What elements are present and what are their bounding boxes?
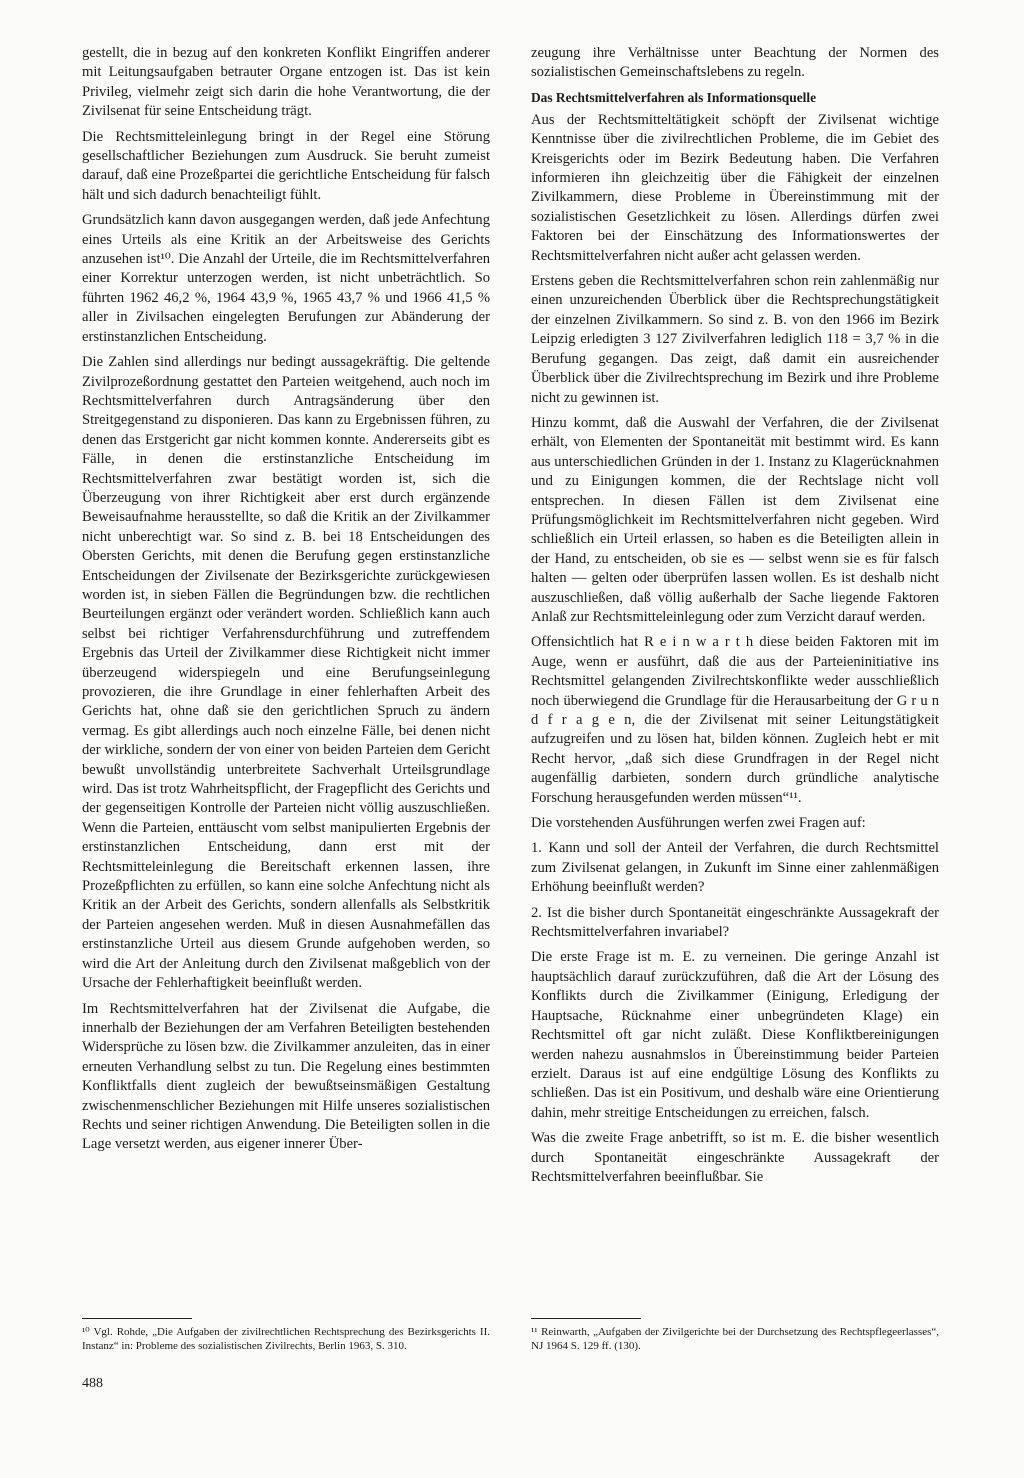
right-paragraph-2: Erstens geben die Rechtsmittelverfahren schon rein zahlenmäßig nur einen unzureichenden Überblick über die Rechtsprechungstätigkeit der einzelnen Zivilkammern. So sind z. B. von den 1966 im Bezirk Leipzig erledigten 3 127 Zivilverfahren lediglich 118 = 3,7 % in die Berufung gegangen. Das zeigt, daß damit ein ausreichender Überblick über die Zivilrechtsprechung im Bezirk und ihre Probleme nicht zu gewinnen ist. bbox=[531, 273, 939, 406]
right-column bbox=[531, 44, 939, 1193]
question-2: 2. Ist die bisher durch Spontaneität eingeschränkte Aussagekraft der Rechtsmittelverfahren invariabel? bbox=[531, 904, 939, 941]
footnote-left bbox=[82, 1318, 490, 1353]
right-paragraph-7: Was die zweite Frage anbetrifft, so ist m. E. die bisher wesentlich durch Spontaneität eingeschränkte Aussagekraft der Rechtsmittelverfahren beeinflußbar. Sie bbox=[531, 1130, 939, 1185]
right-intro: zeugung ihre Verhältnisse unter Beachtung der Normen des sozialistischen Gemeinschaftslebens zu regeln. bbox=[531, 45, 939, 81]
left-paragraph-2: Die Rechtsmitteleinlegung bringt in der Regel eine Störung gesellschaftlicher Beziehungen zum Ausdruck. Sie beruht zumeist darauf, daß eine Prozeßpartei die gerichtliche Entscheidung für falsch hält und sich dadurch benachteiligt fühlt. bbox=[82, 128, 490, 203]
left-paragraph-5: Im Rechtsmittelverfahren hat der Zivilsenat die Aufgabe, die innerhalb der Beziehungen der am Verfahren Beteiligten bestehenden Widersprüche zu lösen bzw. die Zivilkammer anzuleiten, das in einer erneuten Verhandlung selbst zu tun. Die Regelung eines bestimmten Konfliktfalls dient zugleich der bewußtseinsmäßigen Gestaltung zwischenmenschlicher Beziehungen mit Hilfe unseres sozialistischen Rechts und seiner richtigen Anwendung. Die Beteiligten sollen in die Lage versetzt werden, aus eigener innerer Über- bbox=[82, 1000, 490, 1153]
left-paragraph-3: Grundsätzlich kann davon ausgegangen werden, daß jede Anfechtung eines Urteils als eine Kritik an der Arbeitsweise des Gerichts anzusehen ist¹⁰. Die Anzahl der Urteile, die im Rechtsmittelverfahren einer Korrektur unterzogen werden, ist nicht unbeträchtlich. So führten 1962 46,2 %, 1964 43,9 %, 1965 43,7 % und 1966 41,5 % aller in Zivilsachen eingelegten Berufungen zur Abänderung der erstinstanzlichen Entscheidung. bbox=[82, 212, 490, 345]
left-column bbox=[82, 44, 490, 1161]
right-paragraph-1: Aus der Rechtsmitteltätigkeit schöpft der Zivilsenat wichtige Kenntnisse über die zivilrechtlichen Probleme, die im Gebiet des Kreisgerichts oder im Bezirk Bedeutung haben. Die Verfahren informieren ihn gleichzeitig über die Fähigkeit der einzelnen Zivilkammern, diese Probleme in Übereinstimmung mit der sozialistischen Gesetzlichkeit zu lösen. Allerdings dürfen zwei Faktoren bei der Einschätzung des Informationswertes der Rechtsmittelverfahren nicht außer acht gelassen werden. bbox=[531, 111, 939, 264]
footnote-rule bbox=[531, 1318, 641, 1319]
question-1: 1. Kann und soll der Anteil der Verfahren, die durch Rechtsmittel zum Zivilsenat gelangen, in Zukunft im Sinne einer zahlenmäßigen Erhöhung beeinflußt werden? bbox=[531, 840, 939, 896]
right-paragraph-6: Die erste Frage ist m. E. zu verneinen. Die geringe Anzahl ist hauptsächlich darauf zurückzuführen, daß die Art der Lösung des Konflikts durch die Zivilkammer (Einigung, Erledigung der Hauptsache, Rücknahme einer unbegründeten Klage) ein Rechtsmittel oft gar nicht zuläßt. Diese Konfliktbereinigungen werden nahezu ausnahmslos in Übereinstimmung beider Parteien erzielt. Daraus ist auf eine endgültige Lösung des Konflikts zu schließen. Das ist ein Positivum, und deshalb wäre eine Orientierung dahin, mehr streitige Entscheidungen zu erreichen, falsch. bbox=[531, 949, 939, 1121]
left-paragraph-1: gestellt, die in bezug auf den konkreten Konflikt Eingriffen anderer mit Leitungsaufgaben betrauter Organe entzogen ist. Das ist kein Privileg, vielmehr zeigt sich darin die hohe Verantwortung, die der Zivilsenat für seine Entscheidung trägt. bbox=[82, 45, 490, 120]
left-paragraph-4: Die Zahlen sind allerdings nur bedingt aussagekräftig. Die geltende Zivilprozeßordnung gestattet den Parteien weitgehend, auch noch im Rechtsmittelverfahren durch Antragsänderung über den Streitgegenstand zu disponieren. Das kann zu Ergebnissen führen, zu denen das Erstgericht gar nicht kommen konnte. Andererseits gibt es Fälle, in denen die erstinstanzliche Entscheidung im Rechtsmittelverfahren zwar bestätigt worden ist, sich die Überzeugung von ihrer Richtigkeit aber erst durch ergänzende Beweisaufnahme herausstellte, so daß die Kritik an der Zivilkammer nicht unberechtigt war. So sind z. B. bei 18 Entscheidungen des Obersten Gerichts, mit denen die Berufung gegen erstinstanzliche Entscheidungen der Zivilsenate der Bezirksgerichte zurückgewiesen worden ist, in sieben Fällen die Begründungen bzw. die rechtlichen Beurteilungen ergänzt oder verändert worden. Schließlich kann auch selbst bei richtiger Verfahrensdurchführung und zutreffendem Ergebnis das Urteil der Zivilkammer diese Richtigkeit nicht immer überzeugend widerspiegeln und eine Berufungseinlegung provozieren, die ihre Grundlage in einer fehlerhaften Arbeit des Gerichts hat, ohne daß sie den gerichtlichen Spruch zu ändern vermag. Es gibt allerdings auch noch einzelne Fälle, bei denen nicht der wirkliche, sondern der von einer von beiden Parteien dem Gericht bewußt unvollständig unterbreitete Sachverhalt Urteilsgrundlage wird. Das ist trotz Wahrheitspflicht, der Fragepflicht des Gerichts und der gegenseitigen Kontrolle der Parteien nicht völlig auszuschließen. Wenn die Parteien, enttäuscht vom selbst manipulierten Ergebnis der erstinstanzlichen Entscheidung, dann erst mit der Rechtsmitteleinlegung die Bereitschaft erkennen lassen, ihre Prozeßpflichten zu erfüllen, so kann eine solche Anfechtung nicht als Kritik an der Arbeit des Gerichts, sondern allenfalls als Selbstkritik der Parteien angesehen werden. Muß in diesen Ausnahmefällen das erstinstanzliche Urteil aus diesem Grunde aufgehoben werden, so wird die Art der Anleitung durch den Zivilsenat maßgeblich von der Ursache der Fehlerhaftigkeit beeinflußt werden. bbox=[82, 354, 490, 992]
page-number: 488 bbox=[82, 1376, 103, 1391]
footnote-rule bbox=[82, 1318, 192, 1319]
right-paragraph-5: Die vorstehenden Ausführungen werfen zwei Fragen auf: bbox=[531, 815, 866, 832]
right-paragraph-4: Offensichtlich hat R e i n w a r t h diese beiden Faktoren mit im Auge, wenn er ausführt, daß die aus der Parteieninitiative ins Rechtsmittel gelangenden Zivilrechtskonflikte weder ausschließlich noch überwiegend die Grundlage für die Herausarbeitung der G r u n d f r a g e n, die der Zivilsenat mit seiner Leitungstätigkeit aufzugreifen und zu lösen hat, bilden können. Zugleich hebt er mit Recht hervor, „daß sich diese Grundfragen in der Regel nicht augenfällig darbieten, sondern durch gründliche analytische Forschung herausgefunden werden müssen“¹¹. bbox=[531, 634, 939, 806]
footnote-11: ¹¹ Reinwarth, „Aufgaben der Zivilgerichte bei der Durchsetzung des Rechtspflegeerlasses“, NJ 1964 S. 129 ff. (130). bbox=[531, 1326, 939, 1352]
footnote-right bbox=[531, 1318, 939, 1353]
right-paragraph-3: Hinzu kommt, daß die Auswahl der Verfahren, die der Zivilsenat erhält, von Elementen der Spontaneität mit bestimmt wird. Es kann aus unterschiedlichen Gründen in der 1. Instanz zu Klagerücknahmen und zu Einigungen kommen, die der Rechtslage nicht voll entsprechen. In diesen Fällen ist dem Zivilsenat eine Prüfungsmöglichkeit im Rechtsmittelverfahren nicht gegeben. Wird schließlich ein Urteil erlassen, so haben es die Beteiligten allein in der Hand, zu entscheiden, ob sie es — selbst wenn sie es für falsch halten — gelten oder überprüfen lassen wollen. Es ist deshalb nicht auszuschließen, daß völlig außerhalb der Sache liegende Faktoren Anlaß zur Rechtsmitteleinlegung oder zum Verzicht darauf werden. bbox=[531, 414, 939, 625]
footnote-10: ¹⁰ Vgl. Rohde, „Die Aufgaben der zivilrechtlichen Rechtsprechung des Bezirksgerichts II. Instanz“ in: Probleme des sozialistischen Zivilrechts, Berlin 1963, S. 310. bbox=[82, 1326, 490, 1352]
section-heading: Das Rechtsmittelverfahren als Informationsquelle bbox=[531, 89, 817, 105]
